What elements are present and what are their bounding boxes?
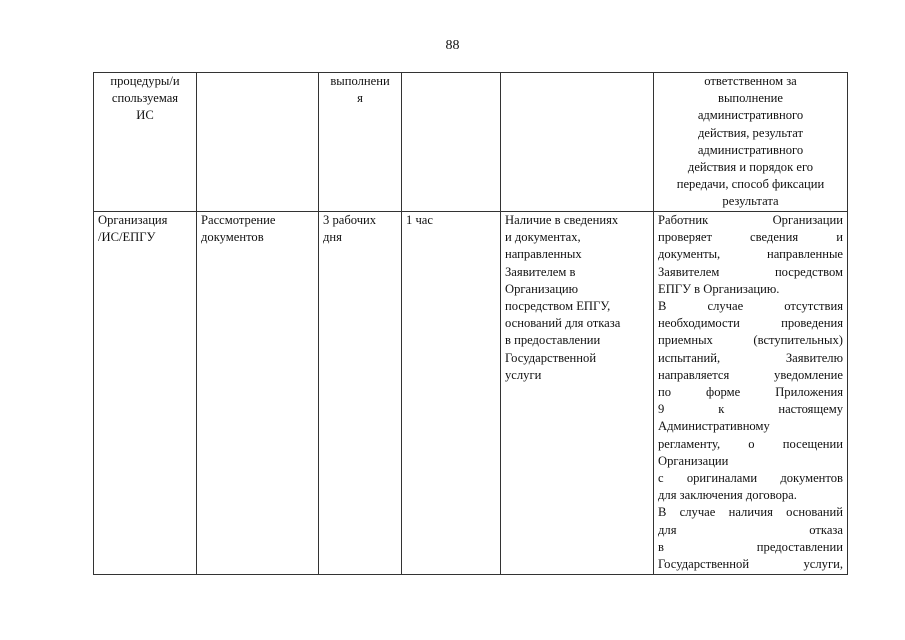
cell-text-line: действия, результат	[697, 125, 804, 140]
cell-text-line: Рассмотрение	[201, 213, 276, 227]
cell-text-line: дня	[323, 230, 342, 245]
cell-row1-col6	[654, 73, 848, 212]
cell-text-line: Организации	[658, 453, 729, 468]
cell-text-line: Государственной услуги,	[658, 557, 843, 572]
cell-row1-col1	[94, 73, 197, 212]
cell-text-line: выполнение	[718, 91, 783, 106]
cell-row2-col3	[319, 212, 402, 575]
page-number: 88	[445, 38, 460, 53]
cell-text-line: Работник Организации	[658, 213, 843, 227]
cell-text-line: В случае отсутствия	[658, 299, 843, 314]
cell-text-line: регламенту, о посещении	[658, 436, 843, 451]
cell-text-line: оснований для отказа	[505, 316, 621, 331]
cell-text-line: 9 к настоящему	[658, 402, 843, 417]
cell-text-line: Заявителем посредством	[658, 264, 843, 279]
cell-text-line: 3 рабочих	[323, 213, 377, 227]
cell-text-line: в предоставлении	[658, 539, 843, 554]
cell-text-line: Организация	[98, 213, 168, 227]
col6-block-3	[658, 298, 843, 418]
col6-block-8	[658, 487, 843, 504]
cell-row1-col3	[319, 73, 402, 212]
cell-text-line: Организацию	[505, 281, 579, 296]
cell-text-line: проверяет сведения и	[658, 230, 843, 245]
col6-block-7	[658, 470, 843, 487]
col6-block-1	[658, 212, 843, 281]
col6-block-5	[658, 436, 843, 453]
col6-block-4	[658, 418, 843, 435]
cell-text-line: административного	[697, 108, 804, 123]
procedure-table	[93, 72, 848, 575]
cell-row2-col1	[94, 212, 197, 575]
cell-text-line: ИС	[136, 108, 154, 123]
cell-text-line: в предоставлении	[505, 333, 601, 348]
cell-text-line: Наличие в сведениях	[505, 213, 619, 227]
cell-row2-col6	[654, 212, 848, 575]
cell-text-line: необходимости проведения	[658, 316, 843, 331]
cell-text-line: направляется уведомление	[658, 367, 843, 382]
cell-text-line: услуги	[505, 367, 542, 382]
cell-text-line: административного	[697, 142, 804, 157]
cell-row1-col5	[501, 73, 654, 212]
cell-text-line: /ИС/ЕПГУ	[98, 230, 156, 245]
cell-text-line: передачи, способ фиксации	[676, 177, 825, 192]
cell-text-line: приемных (вступительных)	[658, 333, 843, 348]
col6-block-2	[658, 281, 843, 298]
cell-text-line: В случае наличия оснований	[658, 505, 843, 520]
cell-text-line: для отказа	[658, 522, 843, 537]
cell-text-line: Государственной	[505, 350, 597, 365]
cell-text-line: Заявителем в	[505, 264, 576, 279]
cell-text-line: для заключения договора.	[658, 488, 797, 503]
cell-text-line: 1 час	[406, 213, 433, 227]
cell-row2-col4	[402, 212, 501, 575]
cell-text-line: действия и порядок его	[687, 160, 814, 175]
cell-text-line: ответственном за	[704, 74, 797, 88]
table-row	[94, 73, 848, 212]
cell-text-line: испытаний, Заявителю	[658, 350, 843, 365]
cell-row1-col2	[197, 73, 319, 212]
cell-text-line: по форме Приложения	[658, 385, 843, 400]
cell-text-line: результата	[722, 194, 779, 209]
col6-block-6	[658, 453, 843, 470]
cell-text-line: спользуемая	[111, 91, 179, 106]
cell-text-line: направленных	[505, 247, 582, 262]
cell-text-line: и документах,	[505, 230, 581, 245]
cell-text-line: посредством ЕПГУ,	[505, 299, 611, 314]
cell-text-line: документов	[201, 230, 264, 245]
cell-row2-col2	[197, 212, 319, 575]
cell-text-line: документы, направленные	[658, 247, 843, 262]
cell-text-line: Административному	[658, 419, 770, 434]
cell-text-line: я	[357, 91, 363, 106]
cell-row2-col5	[501, 212, 654, 575]
table-row	[94, 212, 848, 575]
cell-text-line: выполнени	[330, 74, 390, 88]
cell-text-line: с оригиналами документов	[658, 471, 843, 486]
cell-text-line: процедуры/и	[110, 74, 180, 88]
cell-text-line: ЕПГУ в Организацию.	[658, 281, 780, 296]
col6-block-9	[658, 504, 843, 572]
cell-row1-col4	[402, 73, 501, 212]
